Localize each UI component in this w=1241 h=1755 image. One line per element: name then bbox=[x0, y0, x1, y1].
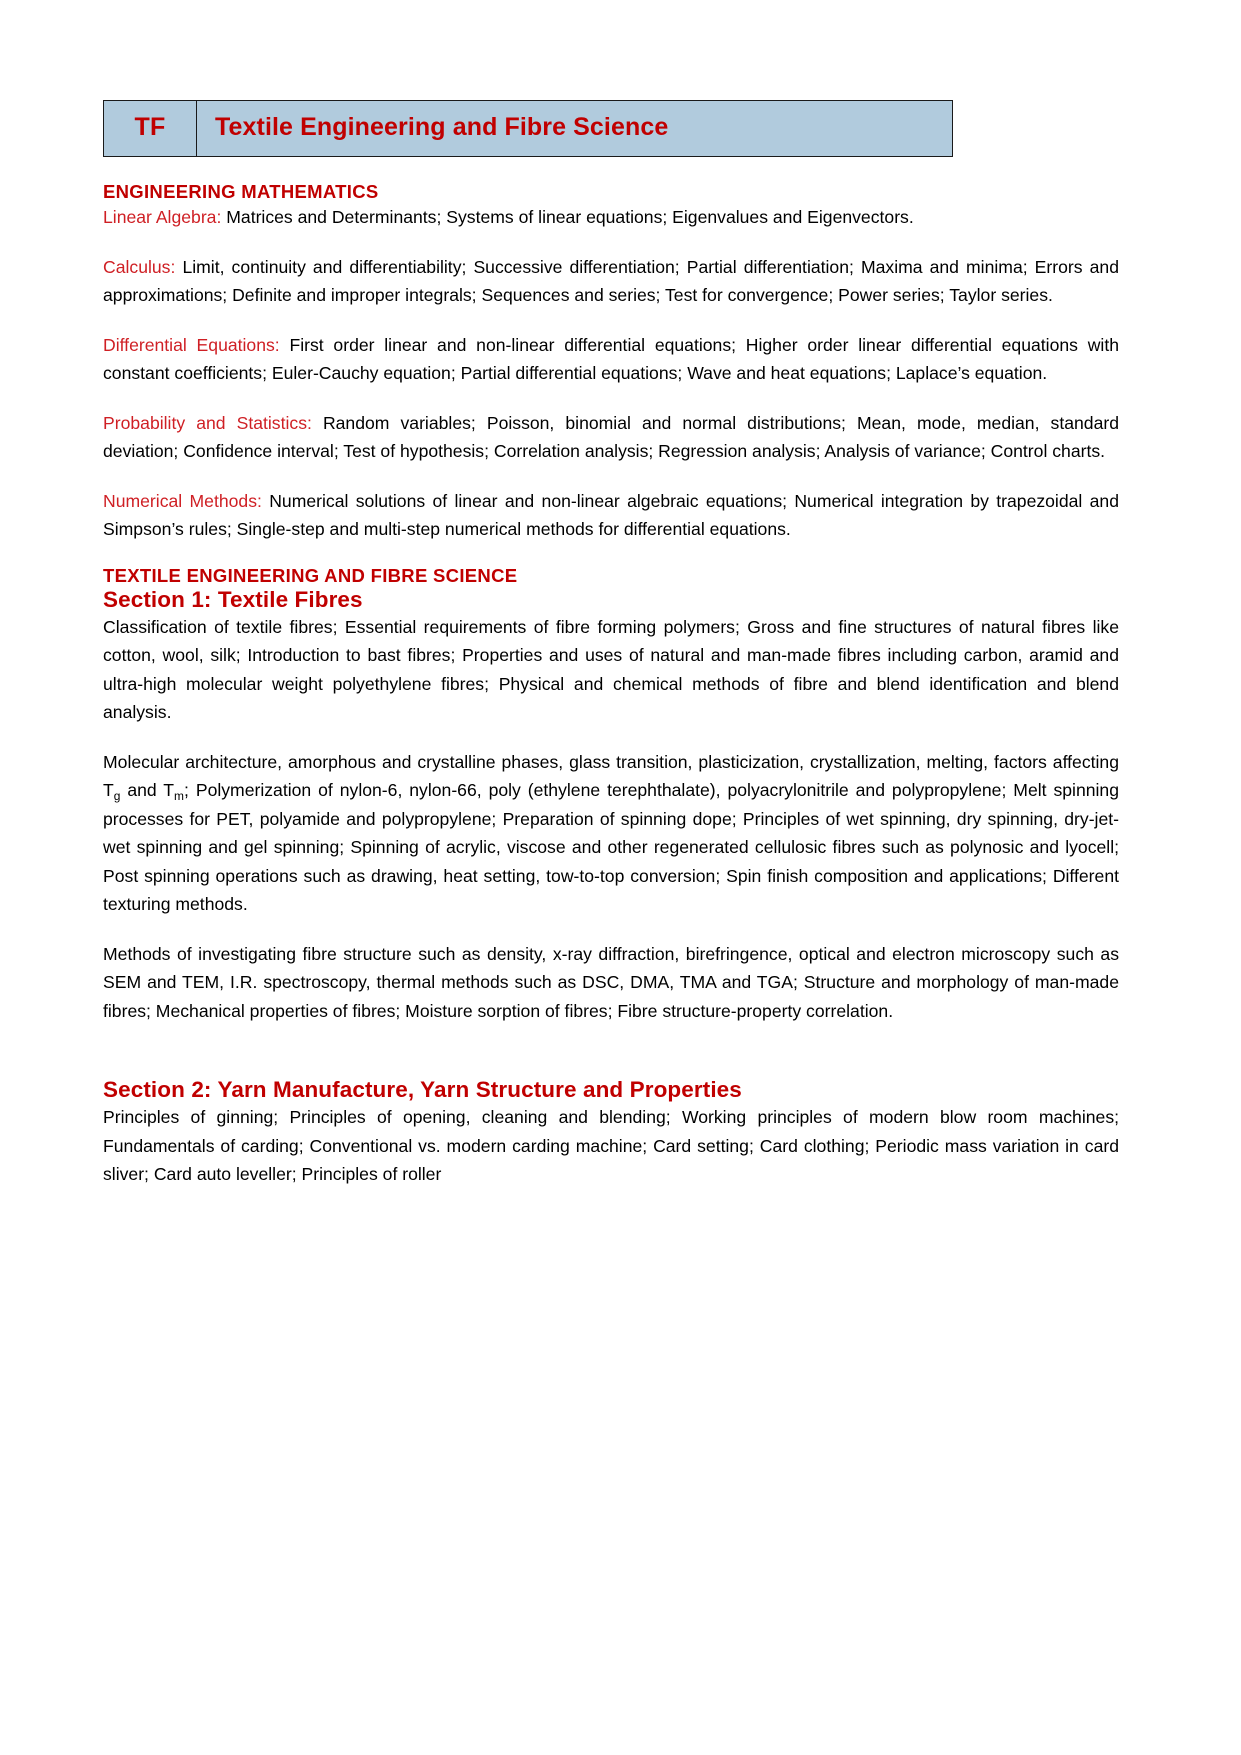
subject-code-cell: TF bbox=[104, 101, 197, 157]
subscript-tg: g bbox=[113, 788, 121, 803]
text-calculus: Limit, continuity and differentiability; Successive differentiation; Partial differentiation; Maxima and minima; Errors and approximations; Definite and improper integrals; Sequences and series; Test for convergence; Power series; Taylor series. bbox=[103, 256, 1119, 305]
text-molecular-part2: and T bbox=[120, 780, 175, 800]
paragraph-probability-statistics bbox=[103, 409, 1119, 466]
lead-differential-equations: Differential Equations: bbox=[103, 334, 280, 355]
text-molecular-part1: Molecular architecture, amorphous and crystalline phases, glass transition, plasticization, crystallization, melting, factors affecting T bbox=[103, 751, 1119, 800]
text-probability-statistics: Random variables; Poisson, binomial and normal distributions; Mean, mode, median, standard deviation; Confidence interval; Test of hypothesis; Correlation analysis; Regression analysis; Analysis of variance; Control charts. bbox=[103, 412, 1119, 461]
lead-probability-statistics: Probability and Statistics: bbox=[103, 412, 312, 433]
subject-header-row bbox=[104, 101, 953, 157]
heading-engineering-mathematics: ENGINEERING MATHEMATICS bbox=[103, 181, 379, 202]
paragraph-linear-algebra bbox=[103, 203, 1119, 232]
paragraph-section1-molecular-architecture bbox=[103, 748, 1119, 919]
paragraph-calculus bbox=[103, 253, 1119, 310]
paragraph-section1-investigation-methods: Methods of investigating fibre structure such as density, x-ray diffraction, birefringence, optical and electron microscopy such as SEM and TEM, I.R. spectroscopy, thermal methods such as DSC, DMA, TMA and TGA; Structure and morphology of man-made fibres; Mechanical properties of fibres; Moisture sorption of fibres; Fibre structure-property correlation. bbox=[103, 943, 1119, 1021]
text-differential-equations: First order linear and non-linear differential equations; Higher order linear differential equations with constant coefficients; Euler-Cauchy equation; Partial differential equations; Wave and heat equations; Laplace’s equation. bbox=[103, 334, 1119, 383]
lead-linear-algebra: Linear Algebra: bbox=[103, 207, 222, 227]
heading-section-2: Section 2: Yarn Manufacture, Yarn Structure and Properties bbox=[103, 1077, 742, 1102]
subject-title-cell: Textile Engineering and Fibre Science bbox=[197, 101, 953, 157]
lead-calculus: Calculus: bbox=[103, 256, 176, 277]
paragraph-numerical-methods bbox=[103, 487, 1119, 544]
subject-header-table bbox=[103, 100, 953, 157]
text-linear-algebra: Matrices and Determinants; Systems of linear equations; Eigenvalues and Eigenvectors. bbox=[221, 207, 914, 227]
text-numerical-methods: Numerical solutions of linear and non-linear algebraic equations; Numerical integration by trapezoidal and Simpson’s rules; Single-step and multi-step numerical methods for differential equations. bbox=[103, 490, 1119, 539]
paragraph-section2-ginning: Principles of ginning; Principles of opening, cleaning and blending; Working principles of modern blow room machines; Fundamentals of carding; Conventional vs. modern carding machine; Card setting; Card clothing; Periodic mass variation in card sliver; Card auto leveller; Principles of roller bbox=[103, 1107, 1119, 1184]
text-molecular-part3: ; Polymerization of nylon-6, nylon-66, poly (ethylene terephthalate), polyacrylonitrile and polypropylene; Melt spinning processes for PET, polyamide and polypropylene; Preparation of spinning dope; Principles of wet spinning, dry spinning, dry-jet-wet spinning and gel spinning; Spinning of acrylic, viscose and other regenerated cellulosic fibres such as polynosic and lyocell; Post spinning operations such as drawing, heat setting, tow-to-top conversion; Spin finish composition and applications; Different texturing methods. bbox=[103, 780, 1119, 914]
paragraph-section1-classification: Classification of textile fibres; Essential requirements of fibre forming polymers; Gross and fine structures of natural fibres like cotton, wool, silk; Introduction to bast fibres; Properties and uses of natural and man-made fibres including carbon, aramid and ultra-high molecular weight polyethylene fibres; Physical and chemical methods of fibre and blend identification and blend analysis. bbox=[103, 616, 1119, 722]
paragraph-differential-equations bbox=[103, 331, 1119, 388]
heading-textile-engineering-and-fibre-science: TEXTILE ENGINEERING AND FIBRE SCIENCE bbox=[103, 564, 518, 586]
heading-section-1: Section 1: Textile Fibres bbox=[103, 586, 363, 612]
subscript-tm: m bbox=[174, 788, 185, 803]
lead-numerical-methods: Numerical Methods: bbox=[103, 490, 262, 511]
